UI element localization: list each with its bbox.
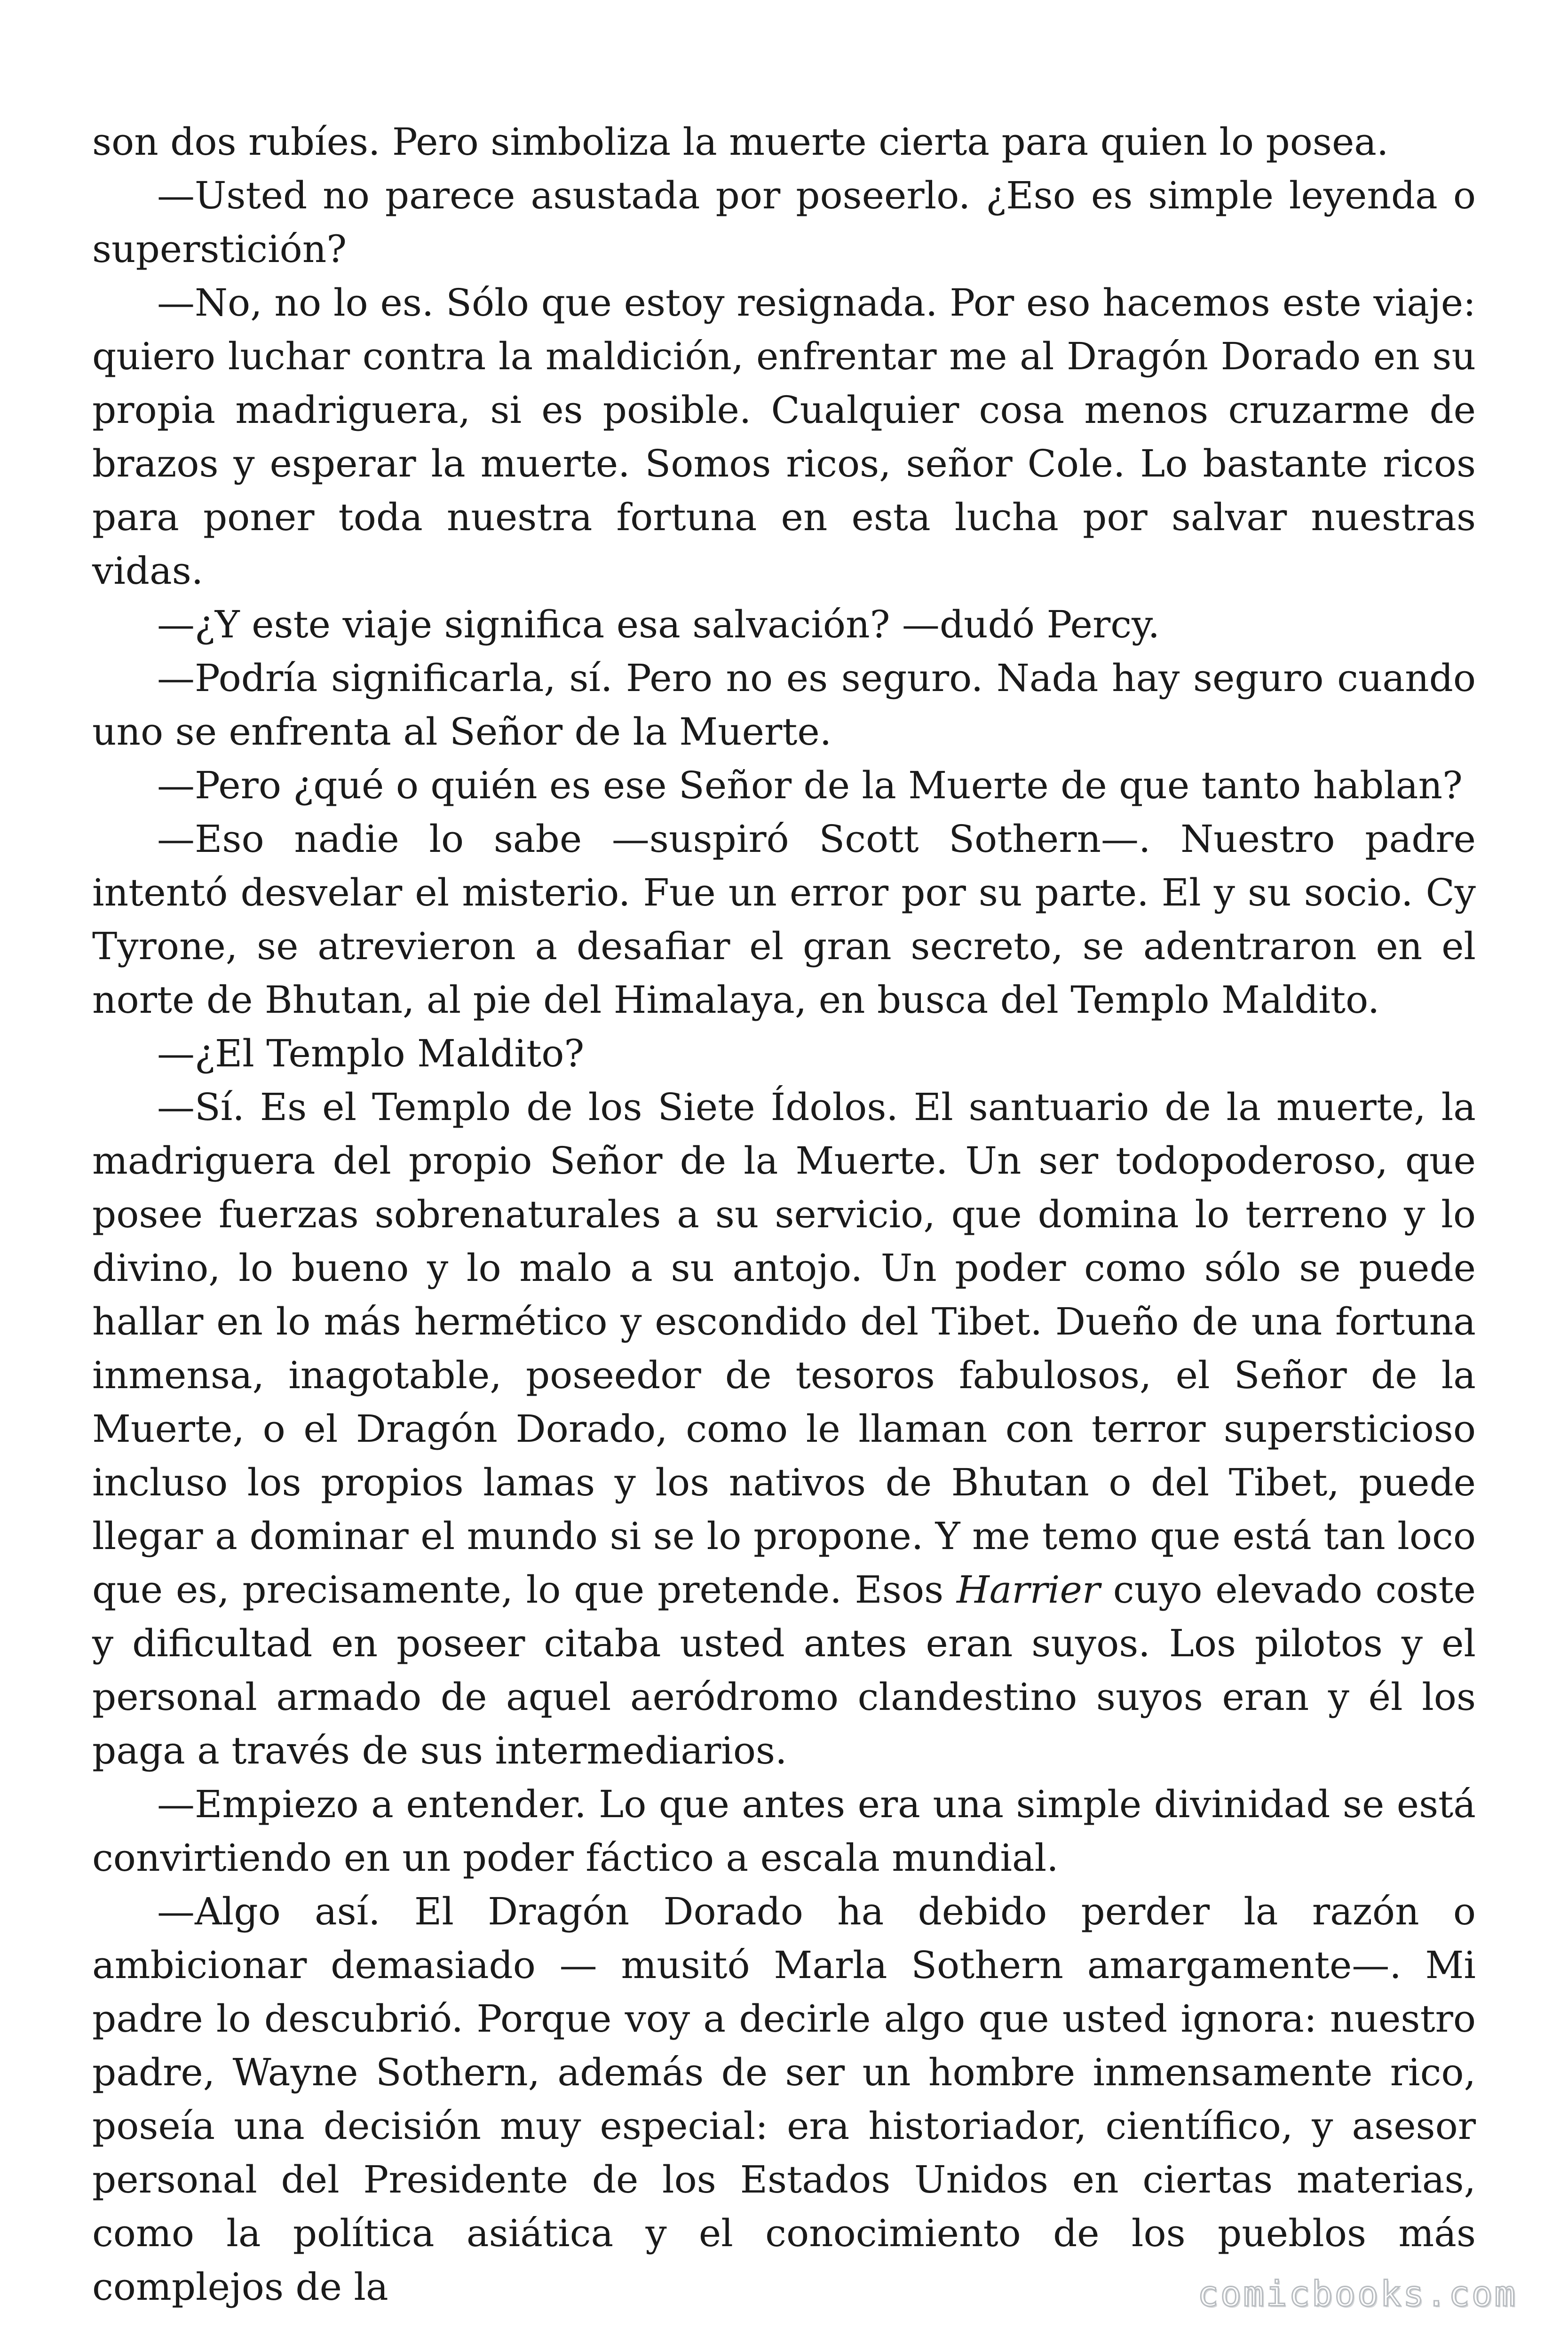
- paragraph-text: —¿Y este viaje significa esa salvación? —dudó Percy.: [157, 603, 1160, 646]
- paragraph-text: son dos rubíes. Pero simboliza la muerte cierta para quien lo posea.: [92, 120, 1389, 164]
- paragraph-text: —Algo así. El Dragón Dorado ha debido perder la razón o ambicionar demasiado — musitó Marla Sothern amargamente—. Mi padre lo descubrió. Porque voy a decirle algo que usted ignora: nuestro padre, Wayne Sothern, además de ser un hombre inmensamente rico, poseía una decisión muy especial: era historiador, científico, y asesor personal del Presidente de los Estados Unidos en ciertas materias, como la política asiática y el conocimiento de los pueblos más complejos de la: [92, 1890, 1476, 2309]
- paragraph-text: —Sí. Es el Templo de los Siete Ídolos. El santuario de la muerte, la madriguera del propio Señor de la Muerte. Un ser todopoderoso, que posee fuerzas sobrenaturales a su servicio, que domina lo terreno y lo divino, lo bueno y lo malo a su antojo. Un poder como sólo se puede hallar en lo más hermético y escondido del Tibet. Dueño de una fortuna inmensa, inagotable, poseedor de tesoros fabulosos, el Señor de la Muerte, o el Dragón Dorado, como le llaman con terror supersticioso incluso los propios lamas y los nativos de Bhutan o del Tibet, puede llegar a dominar el mundo si se lo propone. Y me temo que está tan loco que es, precisamente, lo que pretende. Esos: [92, 1085, 1476, 1612]
- paragraph-text: —No, no lo es. Sólo que estoy resignada. Por eso hacemos este viaje: quiero luchar contra la maldición, enfrentar me al Dragón Dorado en su propia madriguera, si es posible. Cualquier cosa menos cruzarme de brazos y esperar la muerte. Somos ricos, señor Cole. Lo bastante ricos para poner toda nuestra fortuna en esta lucha por salvar nuestras vidas.: [92, 281, 1476, 593]
- watermark-logo: comicbooks.com: [1197, 2274, 1517, 2314]
- paragraph: [92, 598, 1476, 652]
- paragraph: [92, 1885, 1476, 2314]
- paragraph: [92, 759, 1476, 812]
- italic-text: Harrier: [956, 1568, 1101, 1612]
- paragraph-text: —¿El Templo Maldito?: [157, 1032, 585, 1075]
- paragraph-text: —Pero ¿qué o quién es ese Señor de la Muerte de que tanto hablan?: [157, 763, 1463, 807]
- paragraph-text: —Usted no parece asustada por poseerlo. ¿Eso es simple leyenda o superstición?: [92, 174, 1476, 271]
- paragraph: [92, 115, 1476, 169]
- paragraph-text: —Empiezo a entender. Lo que antes era una simple divinidad se está convirtiendo en un poder fáctico a escala mundial.: [92, 1782, 1476, 1880]
- paragraph-text: cuyo elevado coste y dificultad en poseer citaba usted antes eran suyos. Los pilotos y el personal armado de aquel aeródromo clandestino suyos eran y él los paga a través de sus intermediarios.: [92, 1568, 1476, 1772]
- paragraph-text: —Podría significarla, sí. Pero no es seguro. Nada hay seguro cuando uno se enfrenta al Señor de la Muerte.: [92, 656, 1476, 754]
- paragraph: [92, 1778, 1476, 1885]
- paragraph: [92, 652, 1476, 759]
- paragraph-text: —Eso nadie lo sabe —suspiró Scott Sothern—. Nuestro padre intentó desvelar el misterio. Fue un error por su parte. El y su socio. Cy Tyrone, se atrevieron a desafiar el gran secreto, se adentraron en el norte de Bhutan, al pie del Himalaya, en busca del Templo Maldito.: [92, 817, 1476, 1022]
- paragraph: [92, 169, 1476, 276]
- paragraph: [92, 812, 1476, 1027]
- paragraph: [92, 276, 1476, 598]
- body-text: [92, 115, 1476, 2314]
- paragraph: [92, 1081, 1476, 1778]
- paragraph: [92, 1027, 1476, 1081]
